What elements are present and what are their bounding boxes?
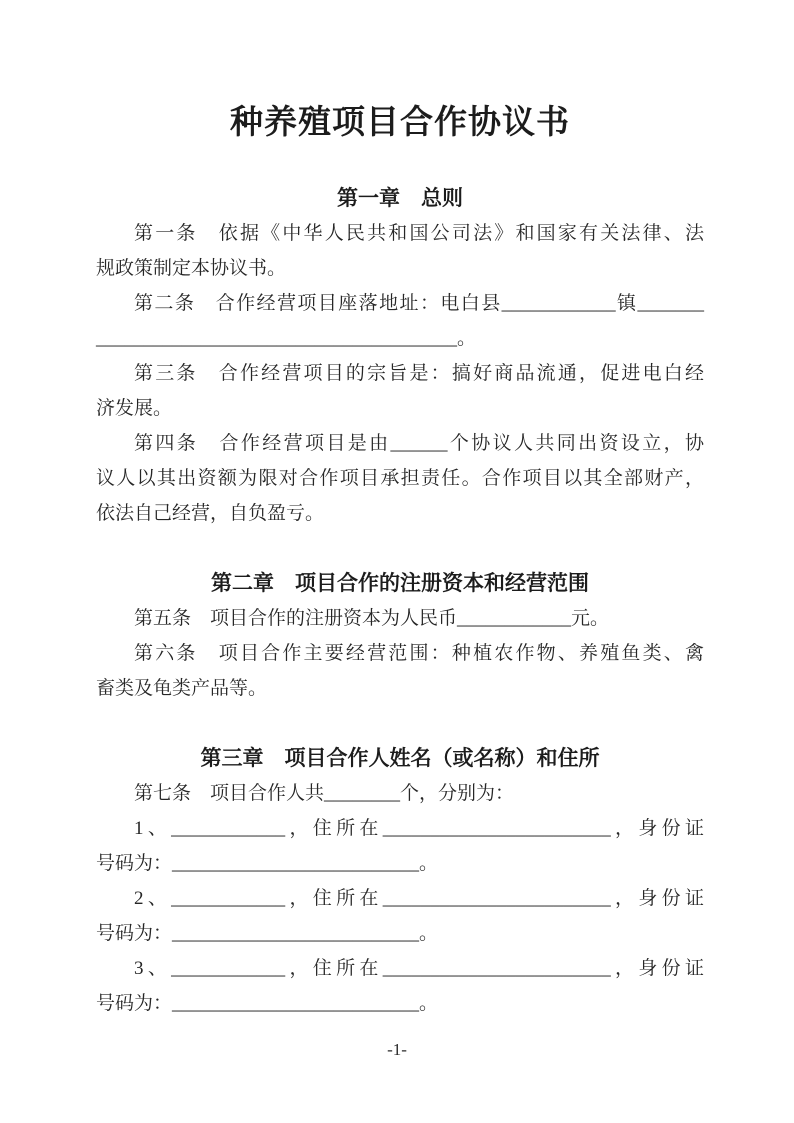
page-number: -1- bbox=[387, 1040, 407, 1059]
chapter-heading: 第三章 项目合作人姓名（或名称）和住所 bbox=[200, 747, 600, 770]
paragraph-line: 第七条 项目合作人共________个，分别为： bbox=[134, 783, 515, 804]
paragraph-line: 号码为：__________________________。 bbox=[96, 993, 439, 1014]
paragraph-line: 号码为：__________________________。 bbox=[96, 853, 439, 874]
paragraph bbox=[96, 601, 704, 636]
paragraph-line: 2、____________，住所在________________________，身份证 bbox=[134, 888, 704, 909]
paragraph bbox=[96, 356, 704, 426]
paragraph bbox=[96, 636, 704, 706]
paragraph-line: 议人以其出资额为限对合作项目承担责任。合作项目以其全部财产， bbox=[96, 468, 704, 489]
paragraph-line: 第六条 项目合作主要经营范围：种植农作物、养殖鱼类、禽 bbox=[134, 643, 704, 664]
paragraph bbox=[96, 426, 704, 531]
paragraph bbox=[96, 951, 704, 1021]
chapter-heading: 第一章 总则 bbox=[337, 187, 463, 210]
paragraph bbox=[96, 811, 704, 881]
document-title: 种养殖项目合作协议书 bbox=[230, 103, 570, 140]
paragraph bbox=[96, 216, 704, 286]
paragraph-line: 济发展。 bbox=[96, 398, 173, 419]
document-content bbox=[96, 98, 704, 1021]
paragraph-line: ______________________________________。 bbox=[96, 328, 477, 349]
paragraph-line: 第五条 项目合作的注册资本为人民币____________元。 bbox=[134, 608, 610, 629]
paragraph-line: 第二条 合作经营项目座落地址：电白县____________镇_______ bbox=[134, 293, 704, 314]
paragraph-line: 规政策制定本协议书。 bbox=[96, 258, 287, 279]
paragraph bbox=[96, 286, 704, 356]
paragraph-line: 1、____________，住所在________________________，身份证 bbox=[134, 818, 704, 839]
paragraph-line: 3、____________，住所在________________________，身份证 bbox=[134, 958, 704, 979]
chapter-heading: 第二章 项目合作的注册资本和经营范围 bbox=[211, 572, 589, 595]
paragraph-line: 畜类及龟类产品等。 bbox=[96, 678, 268, 699]
paragraph-line: 号码为：__________________________。 bbox=[96, 923, 439, 944]
paragraph bbox=[96, 776, 704, 811]
paragraph-line: 第一条 依据《中华人民共和国公司法》和国家有关法律、法 bbox=[134, 223, 704, 244]
paragraph-line: 第三条 合作经营项目的宗旨是：搞好商品流通，促进电白经 bbox=[134, 363, 704, 384]
paragraph-line: 依法自己经营，自负盈亏。 bbox=[96, 503, 325, 524]
chapters bbox=[96, 181, 704, 1021]
paragraph bbox=[96, 881, 704, 951]
paragraph-line: 第四条 合作经营项目是由______个协议人共同出资设立，协 bbox=[134, 433, 704, 454]
